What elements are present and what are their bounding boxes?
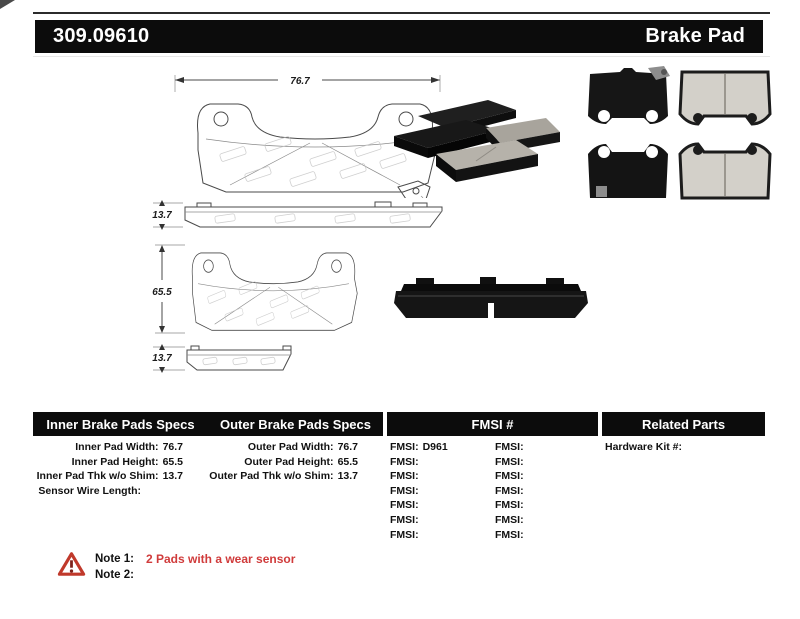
fmsi-row: FMSI: — [495, 455, 524, 468]
spec-row-outer-height: Outer Pad Height: 65.5 — [244, 455, 358, 468]
note-2 — [95, 567, 295, 583]
fmsi-row: FMSI: — [390, 484, 419, 497]
edge-view-shape — [185, 202, 442, 227]
photo-pad-black-sensor — [588, 66, 670, 124]
dim-pad-thickness-top: 13.7 — [152, 210, 172, 221]
spec-row-outer-thickness: Outer Pad Thk w/o Shim: 13.7 — [209, 470, 358, 483]
notes-section — [95, 551, 295, 583]
fmsi-row: FMSI: — [390, 455, 419, 468]
specs-header-bar — [33, 412, 383, 436]
spec-row-hardware-kit: Hardware Kit #: — [605, 441, 683, 453]
photo-pad-ceramic — [680, 72, 770, 124]
related-parts-column — [605, 440, 686, 455]
dim-pad-thickness-bottom: 13.7 — [152, 353, 172, 364]
inner-specs-title: Inner Brake Pads Specs — [46, 416, 195, 432]
note-1-label: Note 1: — [95, 553, 134, 565]
fmsi-column-left — [390, 440, 448, 542]
dim-pad-width: 76.7 — [290, 76, 310, 87]
photo-pad-black — [588, 144, 668, 198]
fmsi-header-bar — [387, 412, 598, 436]
part-number: 309.09610 — [53, 25, 150, 47]
fmsi-row: FMSI: — [495, 441, 524, 453]
photo-pad-edge — [388, 276, 593, 324]
spec-row-sensor-wire-length: Sensor Wire Length: — [38, 484, 141, 497]
fmsi-column-right — [495, 440, 528, 542]
fmsi-row: FMSI: — [390, 528, 419, 541]
header-top-rule — [33, 12, 770, 14]
drawing-pad-edge-top — [145, 198, 455, 232]
photo-pads-flat — [580, 66, 778, 206]
drawing-pad-front — [145, 240, 375, 338]
spec-row-inner-height: Inner Pad Height: 65.5 — [71, 455, 183, 468]
photo-pad-ceramic-2 — [680, 144, 770, 198]
spec-row-inner-width: Inner Pad Width: 76.7 — [75, 441, 183, 453]
fmsi-row: FMSI: — [495, 499, 524, 512]
photo-pads-perspective — [388, 88, 568, 200]
fmsi-row: FMSI: — [390, 513, 419, 526]
outer-specs-title: Outer Brake Pads Specs — [219, 416, 372, 432]
drawing-pad-edge-bottom — [145, 342, 375, 382]
note-1 — [95, 551, 295, 567]
warning-icon — [57, 551, 86, 577]
header-under-rule — [33, 56, 770, 57]
fmsi-title: FMSI # — [471, 416, 514, 432]
note-2-label: Note 2: — [95, 569, 134, 581]
outer-specs-column — [208, 440, 358, 484]
header-bar — [35, 20, 763, 53]
product-name: Brake Pad — [645, 25, 745, 47]
note-1-text: 2 Pads with a wear sensor — [145, 552, 296, 566]
related-parts-header-bar — [602, 412, 765, 436]
fmsi-row: FMSI: — [495, 470, 524, 483]
fmsi-row: FMSI: — [495, 484, 524, 497]
corner-artifact — [0, 0, 18, 10]
fmsi-row: FMSI: — [495, 528, 524, 541]
fmsi-row: FMSI: — [390, 499, 419, 512]
dim-pad-height: 65.5 — [152, 287, 172, 298]
fmsi-row: FMSI: D961 — [390, 441, 448, 453]
fmsi-row: FMSI: — [390, 470, 419, 483]
edge-view-shape — [187, 346, 291, 370]
spec-row-inner-thickness: Inner Pad Thk w/o Shim: 13.7 — [36, 470, 183, 483]
related-parts-title: Related Parts — [641, 416, 726, 432]
inner-specs-column — [33, 440, 183, 498]
spec-row-outer-width: Outer Pad Width: 76.7 — [247, 441, 358, 453]
fmsi-row: FMSI: — [495, 513, 524, 526]
